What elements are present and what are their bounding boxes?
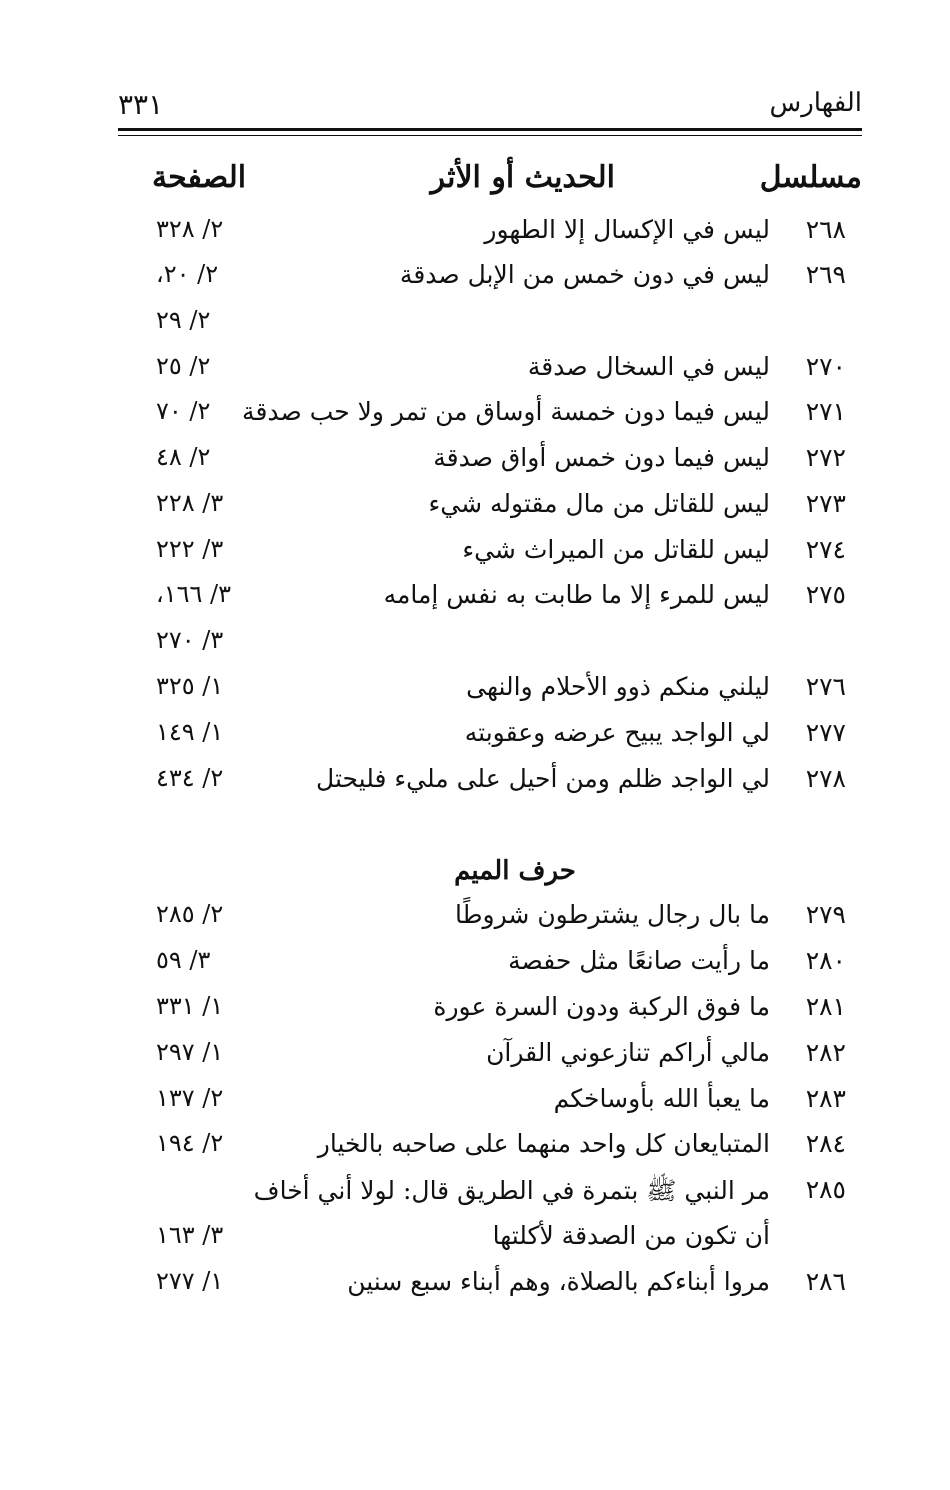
row-page-ref: ١/ ٣٣١ (156, 992, 224, 1020)
row-page-ref: ١/ ٢٧٧ (156, 1267, 224, 1295)
row-serial: ٢٧٩ (805, 900, 846, 929)
column-header-hadith: الحديث أو الأثر (430, 160, 615, 195)
column-header-page: الصفحة (152, 160, 247, 195)
table-row (118, 443, 862, 487)
running-title: الفهارس (769, 88, 862, 118)
table-row (118, 672, 862, 716)
row-serial: ٢٧٠ (805, 352, 846, 381)
row-serial: ٢٧٤ (805, 535, 846, 564)
row-hadith: ليس في السخال صدقة (527, 352, 770, 381)
row-page-ref: ٣/ ٥٩ (156, 946, 211, 974)
table-row (118, 535, 862, 579)
table-row (118, 215, 862, 259)
row-page-ref: ٢/ ١٣٧ (156, 1084, 224, 1112)
row-serial: ٢٨٠ (805, 946, 846, 975)
row-hadith: ما يعبأ الله بأوساخكم (553, 1084, 770, 1113)
table-row (118, 580, 862, 624)
row-hadith: ما رأيت صانعًا مثل حفصة (508, 946, 770, 975)
row-page-ref: ١/ ١٤٩ (156, 718, 224, 746)
table-row (118, 306, 862, 350)
row-hadith: لي الواجد يبيح عرضه وعقوبته (464, 718, 770, 747)
row-page-ref: ١/ ٢٩٧ (156, 1038, 224, 1066)
row-page-ref: ٢/ ١٩٤ (156, 1129, 224, 1157)
table-row (118, 626, 862, 670)
running-header (118, 88, 862, 132)
row-serial: ٢٨٥ (805, 1175, 846, 1204)
row-hadith: ما بال رجال يشترطون شروطًا (455, 900, 770, 929)
row-page-ref: ٢/ ٢٩ (156, 306, 211, 334)
table-row (118, 900, 862, 944)
table-row (118, 260, 862, 304)
section-heading: حرف الميم (454, 856, 576, 886)
row-hadith: ليس فيما دون خمس أواق صدقة (433, 443, 770, 472)
row-serial: ٢٨٢ (805, 1038, 846, 1067)
row-hadith: ليس في دون خمس من الإبل صدقة (399, 260, 770, 289)
row-serial: ٢٨٣ (805, 1084, 846, 1113)
row-hadith: لي الواجد ظلم ومن أحيل على مليء فليحتل (316, 764, 770, 793)
row-serial: ٢٧٣ (805, 489, 846, 518)
row-hadith: ما فوق الركبة ودون السرة عورة (433, 992, 770, 1021)
column-header-serial: مسلسل (759, 160, 862, 195)
row-serial: ٢٦٨ (805, 215, 846, 244)
row-serial: ٢٧١ (805, 397, 846, 426)
row-hadith: ليس في الإكسال إلا الطهور (484, 215, 770, 244)
row-page-ref: ٣/ ١٦٦، (156, 580, 232, 608)
table-row (118, 718, 862, 762)
table-row (118, 1267, 862, 1311)
row-page-ref: ٢/ ٤٣٤ (156, 764, 224, 792)
table-row (118, 764, 862, 808)
table-row (118, 946, 862, 990)
row-serial: ٢٨٤ (805, 1129, 846, 1158)
row-page-ref: ١/ ٣٢٥ (156, 672, 224, 700)
row-serial: ٢٧٥ (805, 580, 846, 609)
table-row (118, 1129, 862, 1173)
row-hadith: أن تكون من الصدقة لأكلتها (492, 1221, 770, 1250)
page-number: ٣٣١ (118, 88, 164, 121)
row-page-ref: ٣/ ٢٢٨ (156, 489, 224, 517)
table-row (118, 352, 862, 396)
row-hadith: المتبايعان كل واحد منهما على صاحبه بالخيار (317, 1129, 770, 1158)
row-page-ref: ٣/ ٢٧٠ (156, 626, 224, 654)
row-hadith: ليلني منكم ذوو الأحلام والنهى (466, 672, 770, 701)
row-serial: ٢٨٦ (805, 1267, 846, 1296)
header-rule-thin (118, 135, 862, 136)
row-serial: ٢٧٧ (805, 718, 846, 747)
row-hadith: ليس للقاتل من مال مقتوله شيء (428, 489, 770, 518)
row-serial: ٢٧٨ (805, 764, 846, 793)
row-page-ref: ٢/ ٣٢٨ (156, 215, 224, 243)
row-page-ref: ٢/ ٢٨٥ (156, 900, 224, 928)
table-row (118, 1221, 862, 1265)
row-page-ref: ٢/ ٤٨ (156, 443, 211, 471)
table-row (118, 1084, 862, 1128)
row-serial: ٢٧٦ (805, 672, 846, 701)
row-page-ref: ٢/ ٢٠، (156, 260, 219, 288)
row-hadith: ليس للمرء إلا ما طابت به نفس إمامه (383, 580, 770, 609)
table-row (118, 1175, 862, 1219)
row-page-ref: ٢/ ٧٠ (156, 397, 211, 425)
row-page-ref: ٣/ ١٦٣ (156, 1221, 224, 1249)
row-serial: ٢٧٢ (805, 443, 846, 472)
table-row (118, 397, 862, 441)
row-page-ref: ٣/ ٢٢٢ (156, 535, 224, 563)
table-row (118, 1038, 862, 1082)
table-row (118, 992, 862, 1036)
row-hadith: مروا أبناءكم بالصلاة، وهم أبناء سبع سنين (347, 1267, 770, 1296)
row-serial: ٢٦٩ (805, 260, 846, 289)
row-hadith: مالي أراكم تنازعوني القرآن (486, 1038, 770, 1067)
row-serial: ٢٨١ (805, 992, 846, 1021)
row-page-ref: ٢/ ٢٥ (156, 352, 211, 380)
row-hadith: ليس للقاتل من الميراث شيء (462, 535, 770, 564)
row-hadith: مر النبي ﷺ بتمرة في الطريق قال: لولا أني أخاف (253, 1176, 770, 1205)
row-hadith: ليس فيما دون خمسة أوساق من تمر ولا حب صدقة (242, 397, 770, 426)
table-row (118, 489, 862, 533)
header-rule-thick (118, 128, 862, 131)
